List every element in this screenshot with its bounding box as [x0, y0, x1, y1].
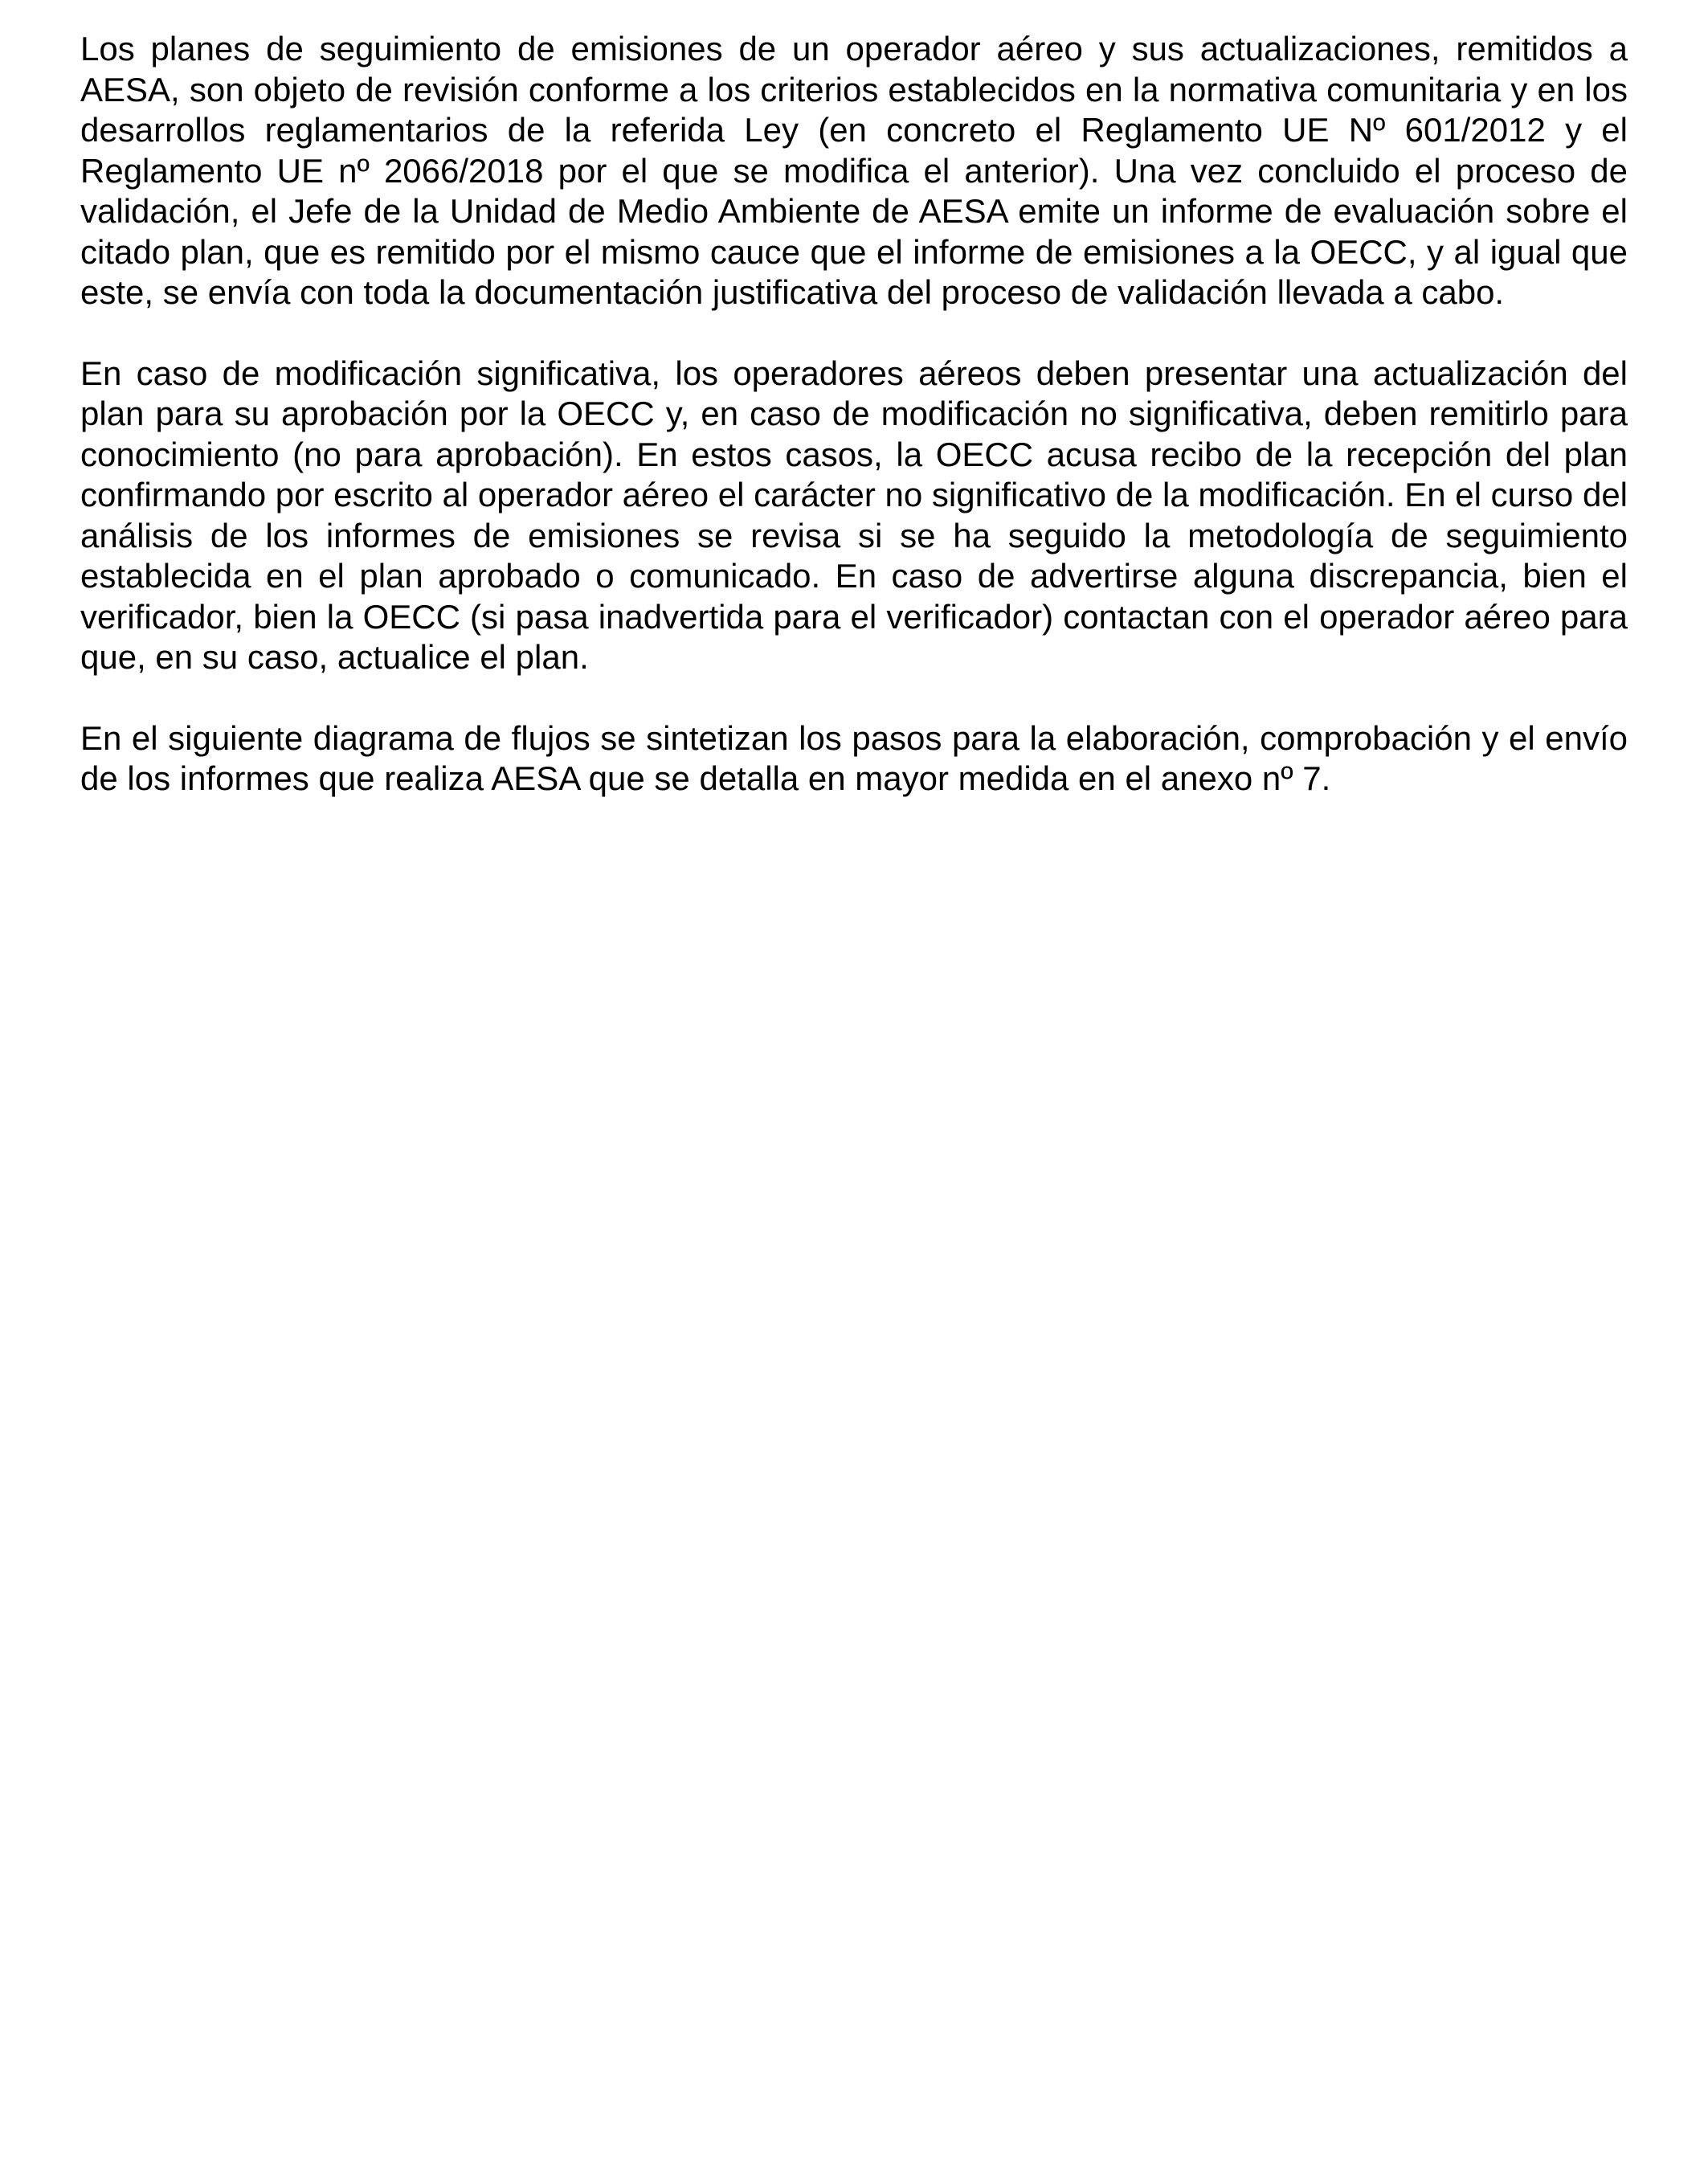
- document-body: [80, 29, 1628, 800]
- paragraph-flow-diagram-intro: En el siguiente diagrama de flujos se sintetizan los pasos para la elaboración, comprobación y el envío de los informes que realiza AESA que se detalla en mayor medida en el anexo nº 7.: [80, 718, 1628, 797]
- paragraph-significant-modification: En caso de modificación significativa, los operadores aéreos deben presentar una actualización del plan para su aprobación por la OECC y, en caso de modificación no significativa, deben remitirlo para conocimiento (no para aprobación). En estos casos, la OECC acusa recibo de la recepción del plan confirmando por escrito al operador aéreo el carácter no significativo de la modificación. En el curso del análisis de los informes de emisiones se revisa si se ha seguido la metodología de seguimiento establecida en el plan aprobado o comunicado. En caso de advertirse alguna discrepancia, bien el verificador, bien la OECC (si pasa inadvertida para el verificador) contactan con el operador aéreo para que, en su caso, actualice el plan.: [80, 354, 1628, 676]
- paragraph-emission-plans-review: Los planes de seguimiento de emisiones de un operador aéreo y sus actualizaciones, remitidos a AESA, son objeto de revisión conforme a los criterios establecidos en la normativa comunitaria y en los desarrollos reglamentarios de la referida Ley (en concreto el Reglamento UE Nº 601/2012 y el Reglamento UE nº 2066/2018 por el que se modifica el anterior). Una vez concluido el proceso de validación, el Jefe de la Unidad de Medio Ambiente de AESA emite un informe de evaluación sobre el citado plan, que es remitido por el mismo cauce que el informe de emisiones a la OECC, y al igual que este, se envía con toda la documentación justificativa del proceso de validación llevada a cabo.: [80, 30, 1628, 311]
